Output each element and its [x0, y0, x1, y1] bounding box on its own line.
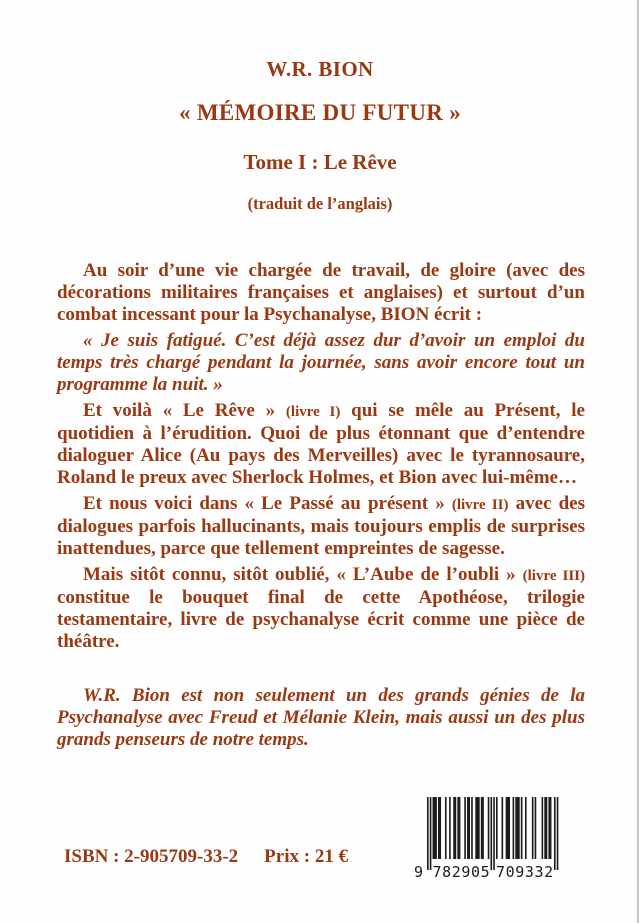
synopsis-text [57, 260, 585, 755]
svg-text:9: 9 [414, 863, 424, 881]
svg-text:782905: 782905 [432, 863, 491, 881]
volume-title: Tome I : Le Rêve [243, 150, 397, 174]
book-reference: (livre I) [285, 404, 341, 420]
book-reference: (livre II) [451, 497, 509, 513]
text-segment: Mais sitôt connu, sitôt oublié, « L’Aube de l’oubli » [83, 564, 523, 585]
isbn-text: ISBN : 2-905709-33-2 [64, 846, 239, 867]
translation-note: (traduit de l’anglais) [247, 194, 393, 213]
book-reference: (livre III) [522, 568, 585, 584]
body-paragraph [57, 330, 585, 396]
body-paragraph [57, 400, 585, 489]
text-segment: W.R. Bion est non seulement un des grands génies de la Psychanalyse avec Freud et Mélanie Klein, mais aussi un des plus grands penseurs de notre temps. [57, 685, 585, 750]
body-paragraph [57, 564, 585, 653]
header [0, 0, 640, 214]
body-paragraph [57, 260, 585, 326]
ean-barcode [414, 797, 564, 883]
page-edge-shadow [637, 0, 639, 923]
text-segment: qui se mêle au Présent, le quotidien à l’érudition. Quoi de plus étonnant que d’entendre dialoguer Alice (Au pays des Merveilles) avec le tyrannosaure, Roland le preux avec Sherlock Holmes, et Bion avec lui-même… [57, 400, 585, 488]
closing-paragraph [57, 685, 585, 751]
text-segment: Et nous voici dans « Le Passé au présent » [83, 493, 452, 514]
text-segment: « Je suis fatigué. C’est déjà assez dur d’avoir un emploi du temps très chargé pendant la journée, sans avoir encore tout un programme la nuit. » [57, 330, 585, 395]
isbn-price-line [64, 846, 348, 868]
body-paragraph [57, 493, 585, 560]
price-text: Prix : 21 € [264, 846, 349, 867]
barcode-bars [414, 797, 564, 883]
author-name: W.R. BION [266, 57, 374, 81]
book-title: « MÉMOIRE DU FUTUR » [179, 100, 461, 125]
text-segment: avec des dialogues parfois hallucinants, mais toujours emplis de surprises inattendues, parce que tellement empreintes de sagesse. [57, 493, 586, 559]
svg-text:709332: 709332 [496, 863, 554, 881]
text-segment: constitue le bouquet final de cette Apothéose, trilogie testamentaire, livre de psychanalyse écrit comme une pièce de théâtre. [57, 587, 585, 652]
text-segment: Et voilà « Le Rêve » [83, 400, 286, 421]
text-segment: Au soir d’une vie chargée de travail, de gloire (avec des décorations militaires françaises et anglaises) et surtout d’un combat incessant pour la Psychanalyse, BION écrit : [57, 260, 585, 325]
